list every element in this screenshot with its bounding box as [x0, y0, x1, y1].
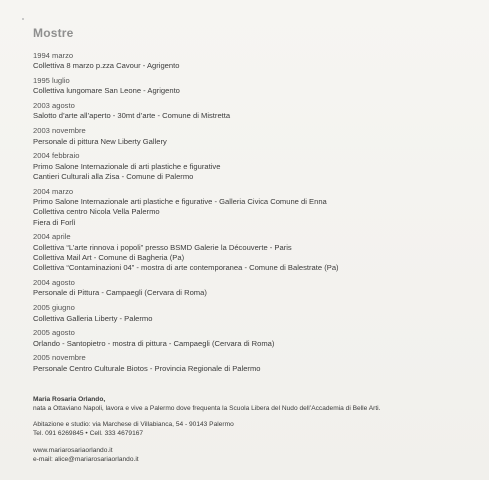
bio-description: nata a Ottaviano Napoli, lavora e vive a Palermo dove frequenta la Scuola Libera del Nudo dell’Accademia di Belle Arti. — [33, 405, 381, 412]
web-block — [33, 446, 139, 464]
exhibition-description: Salotto d’arte all’aperto - 30mt d’arte - Comune di Mistretta — [33, 111, 231, 121]
exhibition-description: Personale Centro Culturale Biotos - Provincia Regionale di Palermo — [33, 363, 261, 373]
exhibition-date: 2004 febbraio — [33, 151, 80, 161]
exhibition-date: 2004 agosto — [33, 278, 75, 288]
exhibition-description: Collettiva Galleria Liberty - Palermo — [33, 313, 153, 323]
exhibition-description: Collettiva “Contaminazioni 04” - mostra di arte contemporanea - Comune di Balestrate (Pa) — [33, 263, 339, 273]
exhibition-date: 2005 novembre — [33, 353, 86, 363]
exhibition-description: Personale di Pittura - Campaegli (Cervara di Roma) — [33, 288, 207, 298]
exhibition-date: 2004 marzo — [33, 186, 74, 196]
exhibition-date: 2005 giugno — [33, 303, 75, 313]
exhibition-entry — [33, 187, 463, 228]
exhibition-description: Collettiva “L’arte rinnova i popoli” presso BSMD Galerie la Découverte - Paris — [33, 242, 292, 252]
exhibition-description: Collettiva centro Nicola Vella Palermo — [33, 207, 160, 217]
exhibition-entry — [33, 101, 463, 122]
contact-block — [33, 420, 234, 438]
bio-block — [33, 395, 473, 413]
exhibition-date: 1995 luglio — [33, 76, 70, 86]
website-link[interactable]: www.mariarosariaorlando.it — [33, 447, 113, 454]
exhibition-date: 2005 agosto — [33, 328, 75, 338]
exhibition-description: Fiera di Forlì — [33, 217, 76, 227]
bio-name: Maria Rosaria Orlando, — [33, 396, 106, 403]
exhibition-description: Collettiva 8 marzo p.zza Cavour - Agrigento — [33, 61, 180, 71]
corner-mark — [22, 18, 24, 20]
exhibition-description: Orlando - Santopietro - mostra di pittura - Campaegli (Cervara di Roma) — [33, 338, 275, 348]
exhibition-description: Personale di pittura New Liberty Gallery — [33, 136, 167, 146]
contact-phones: Tel. 091 6269845 • Cell. 333 4679167 — [33, 430, 144, 437]
exhibition-entry — [33, 328, 463, 349]
exhibition-list — [33, 51, 463, 379]
exhibition-date: 1994 marzo — [33, 51, 74, 60]
exhibition-description: Cantieri Culturali alla Zisa - Comune di Palermo — [33, 171, 194, 181]
exhibition-entry — [33, 303, 463, 324]
exhibition-entry — [33, 126, 463, 147]
exhibition-description: Collettiva Mail Art - Comune di Bagheria (Pa) — [33, 253, 185, 263]
exhibition-date: 2003 agosto — [33, 101, 75, 111]
exhibition-entry — [33, 232, 463, 273]
exhibition-date: 2004 aprile — [33, 232, 71, 242]
exhibition-entry — [33, 151, 463, 182]
exhibition-entry — [33, 51, 463, 72]
section-title: Mostre — [33, 26, 74, 40]
exhibition-entry — [33, 278, 463, 299]
exhibition-description: Primo Salone Internazionale di arti plastiche e figurative — [33, 161, 221, 171]
email-link[interactable]: e-mail: alice@mariarosariaorlando.it — [33, 456, 139, 463]
exhibition-description: Primo Salone Internazionale arti plastiche e figurative - Galleria Civica Comune di Enna — [33, 197, 327, 207]
exhibition-entry — [33, 353, 463, 374]
contact-address: Abitazione e studio: via Marchese di Villabianca, 54 - 90143 Palermo — [33, 421, 234, 428]
exhibition-date: 2003 novembre — [33, 126, 86, 136]
exhibition-description: Collettiva lungomare San Leone - Agrigento — [33, 86, 180, 96]
exhibition-entry — [33, 76, 463, 97]
